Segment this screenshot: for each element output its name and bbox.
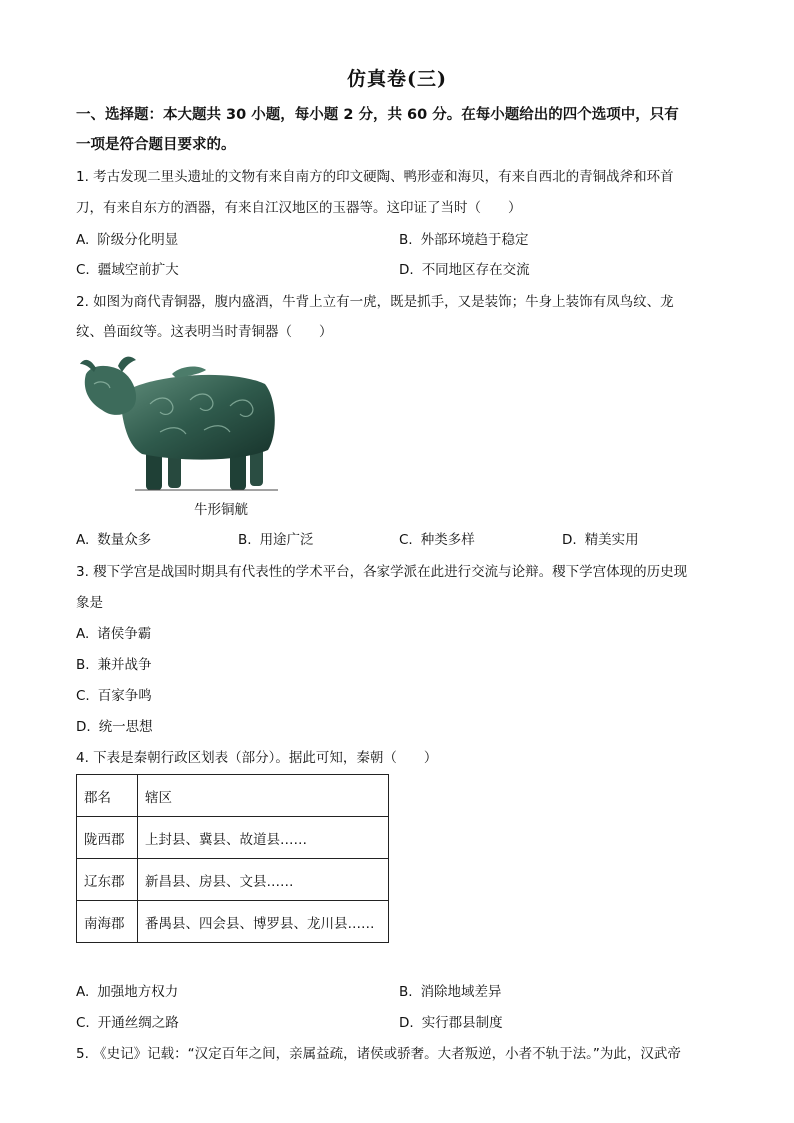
option-label: B. xyxy=(238,532,252,548)
option-text: 实行郡县制度 xyxy=(421,1015,503,1031)
table-cell: 上封县、冀县、故道县…… xyxy=(138,817,389,859)
option-label: D. xyxy=(562,532,577,548)
q1-option-b[interactable] xyxy=(399,225,529,255)
option-text: 不同地区存在交流 xyxy=(421,262,530,278)
q1-option-d[interactable] xyxy=(399,255,530,285)
table-cell: 番禺县、四会县、博罗县、龙川县…… xyxy=(138,901,389,943)
q4-option-c[interactable] xyxy=(76,1008,179,1038)
option-label: A. xyxy=(76,532,90,548)
figure-caption: 牛形铜觥 xyxy=(194,502,248,518)
q1-option-c[interactable] xyxy=(76,255,179,285)
table-row xyxy=(77,901,389,943)
option-text: 用途广泛 xyxy=(259,532,314,548)
option-label: C. xyxy=(76,1015,90,1031)
section-heading-line2: 一项是符合题目要求的。 xyxy=(76,137,236,153)
q3-stem-line1: 3. 稷下学宫是战国时期具有代表性的学术平台，各家学派在此进行交流与论辩。稷下学宫体现的历史现 xyxy=(76,564,688,580)
q1-stem-line1: 1. 考古发现二里头遗址的文物有来自南方的印文硬陶、鸭形壶和海贝，有来自西北的青铜战斧和环首 xyxy=(76,169,674,185)
table-cell: 南海郡 xyxy=(77,901,138,943)
q2-option-c[interactable] xyxy=(399,525,475,555)
q4-stem-line1: 4. 下表是秦朝行政区划表（部分）。据此可知，秦朝（ ） xyxy=(76,750,438,766)
q3-option-b[interactable] xyxy=(76,650,152,680)
option-label: C. xyxy=(76,688,90,704)
table-header-cell: 辖区 xyxy=(138,775,389,817)
option-label: C. xyxy=(76,262,90,278)
q4-option-a[interactable] xyxy=(76,977,178,1007)
option-label: A. xyxy=(76,626,90,642)
option-text: 百家争鸣 xyxy=(97,688,152,704)
option-text: 阶级分化明显 xyxy=(97,232,179,248)
q2-stem-line1: 2. 如图为商代青铜器，腹内盛酒，牛背上立有一虎，既是抓手，又是装饰；牛身上装饰有凤鸟纹、龙 xyxy=(76,294,674,310)
q2-option-d[interactable] xyxy=(562,525,639,555)
option-label: B. xyxy=(399,984,413,1000)
option-text: 加强地方权力 xyxy=(97,984,179,1000)
table-header-row xyxy=(77,775,389,817)
table-cell: 辽东郡 xyxy=(77,859,138,901)
option-label: A. xyxy=(76,232,90,248)
bronze-ox-vessel-image xyxy=(80,354,278,494)
option-text: 统一思想 xyxy=(98,719,153,735)
option-text: 消除地域差异 xyxy=(420,984,502,1000)
q3-option-d[interactable] xyxy=(76,712,153,742)
table-cell: 陇西郡 xyxy=(77,817,138,859)
admin-division-table xyxy=(76,774,389,943)
option-label: D. xyxy=(399,1015,414,1031)
option-text: 疆域空前扩大 xyxy=(97,262,179,278)
q2-option-a[interactable] xyxy=(76,525,151,555)
option-text: 诸侯争霸 xyxy=(97,626,152,642)
q3-stem-line2: 象是 xyxy=(76,595,103,611)
q4-option-b[interactable] xyxy=(399,977,502,1007)
option-text: 精美实用 xyxy=(584,532,639,548)
option-text: 开通丝绸之路 xyxy=(97,1015,179,1031)
option-label: D. xyxy=(76,719,91,735)
option-text: 种类多样 xyxy=(420,532,475,548)
q3-option-a[interactable] xyxy=(76,619,151,649)
table-cell: 新昌县、房县、文县…… xyxy=(138,859,389,901)
table-header-cell: 郡名 xyxy=(77,775,138,817)
option-label: C. xyxy=(399,532,413,548)
q3-option-c[interactable] xyxy=(76,681,152,711)
option-text: 兼并战争 xyxy=(97,657,152,673)
option-label: B. xyxy=(399,232,413,248)
table-row xyxy=(77,859,389,901)
option-label: B. xyxy=(76,657,90,673)
q1-stem-line2: 刀，有来自东方的酒器，有来自江汉地区的玉器等。这印证了当时（ ） xyxy=(76,200,522,216)
q2-option-b[interactable] xyxy=(238,525,314,555)
q2-stem-line2: 纹、兽面纹等。这表明当时青铜器（ ） xyxy=(76,324,333,340)
option-label: A. xyxy=(76,984,90,1000)
table-row xyxy=(77,817,389,859)
q1-option-a[interactable] xyxy=(76,225,178,255)
option-label: D. xyxy=(399,262,414,278)
q4-option-d[interactable] xyxy=(399,1008,503,1038)
section-heading-line1: 一、选择题：本大题共 30 小题，每小题 2 分，共 60 分。在每小题给出的四个选项中，只有 xyxy=(76,107,679,123)
option-text: 外部环境趋于稳定 xyxy=(420,232,529,248)
page-title: 仿真卷(三) xyxy=(347,68,447,90)
option-text: 数量众多 xyxy=(97,532,152,548)
q5-stem-line1: 5. 《史记》记载：“汉定百年之间，亲属益疏，诸侯或骄奢。大者叛逆，小者不轨于法。”为此，汉武帝 xyxy=(76,1046,681,1062)
